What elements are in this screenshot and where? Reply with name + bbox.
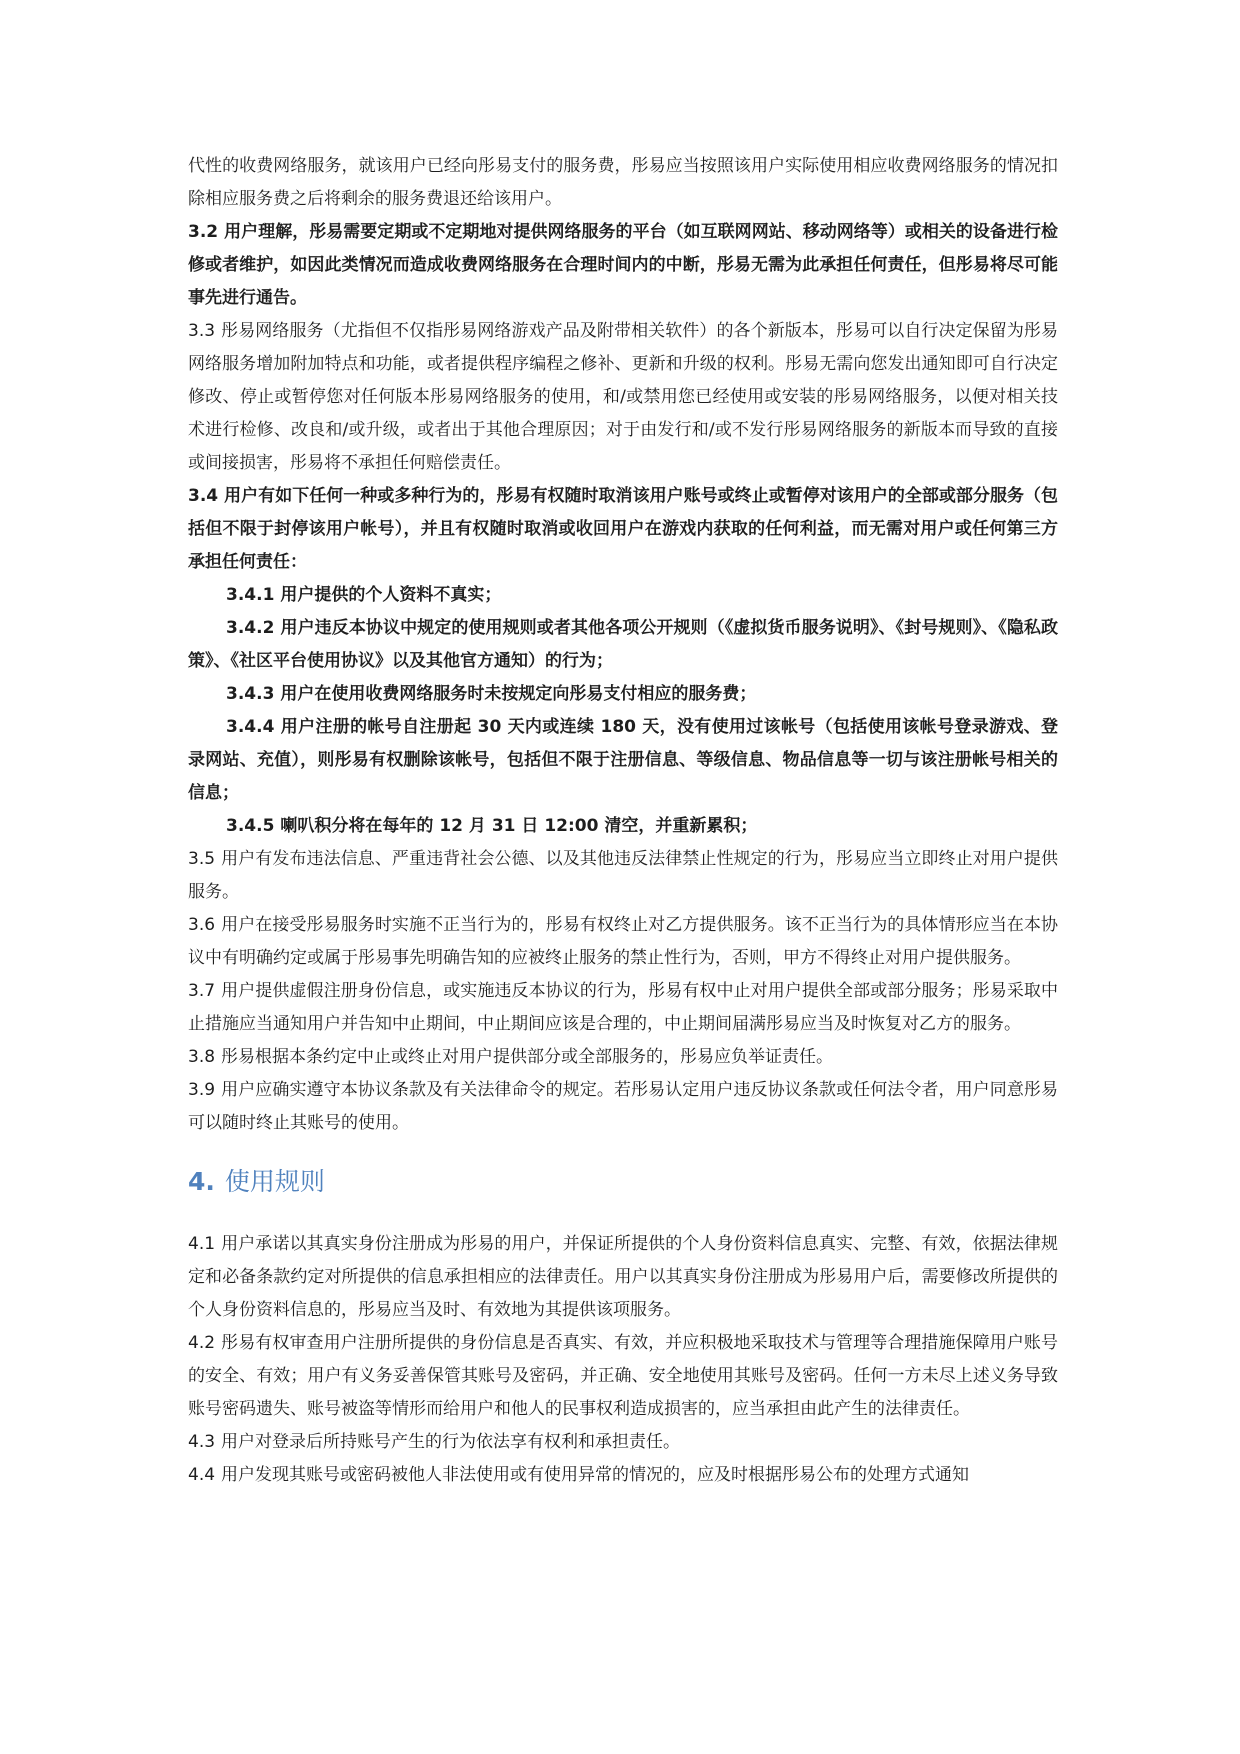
clause-text: 用户提供的个人资料不真实；	[280, 585, 502, 605]
clause-paragraph	[188, 150, 1058, 216]
clause-text: 用户理解，彤易需要定期或不定期地对提供网络服务的平台（如互联网网站、移动网络等）或相关的设备进行检修或者维护，如因此类情况而造成收费网络服务在合理时间内的中断，彤易无需为此承担任何责任，但彤易将尽可能事先进行通告。	[188, 222, 1058, 308]
clause-text: 彤易根据本条约定中止或终止对用户提供部分或全部服务的，彤易应负举证责任。	[221, 1047, 834, 1067]
clause-paragraph	[188, 975, 1058, 1041]
clause-number: 4.1	[188, 1234, 216, 1254]
clause-paragraph	[188, 579, 1058, 612]
clause-number: 3.4.3	[226, 684, 275, 704]
clause-paragraph	[188, 315, 1058, 480]
clause-paragraph	[188, 810, 1058, 843]
clause-paragraph	[188, 909, 1058, 975]
clause-text: 用户有发布违法信息、严重违背社会公德、以及其他违反法律禁止性规定的行为，彤易应当立即终止对用户提供服务。	[188, 849, 1058, 902]
clause-text: 代性的收费网络服务，就该用户已经向彤易支付的服务费，彤易应当按照该用户实际使用相应收费网络服务的情况扣除相应服务费之后将剩余的服务费退还给该用户。	[188, 156, 1058, 209]
clause-text: 用户在使用收费网络服务时未按规定向彤易支付相应的服务费；	[280, 684, 757, 704]
clause-paragraph	[188, 1426, 1058, 1459]
clause-number: 3.6	[188, 915, 216, 935]
clause-number: 3.3	[188, 321, 216, 341]
clause-text: 用户承诺以其真实身份注册成为彤易的用户，并保证所提供的个人身份资料信息真实、完整、有效，依据法律规定和必备条款约定对所提供的信息承担相应的法律责任。用户以其真实身份注册成为彤易用户后，需要修改所提供的个人身份资料信息的，彤易应当及时、有效地为其提供该项服务。	[188, 1234, 1058, 1320]
clause-paragraph	[188, 1459, 1058, 1492]
clause-text: 用户提供虚假注册身份信息，或实施违反本协议的行为，彤易有权中止对用户提供全部或部分服务；彤易采取中止措施应当通知用户并告知中止期间，中止期间应该是合理的，中止期间届满彤易应当及时恢复对乙方的服务。	[188, 981, 1058, 1034]
section-4-heading	[188, 1160, 1058, 1204]
clause-number: 4.2	[188, 1333, 216, 1353]
clause-paragraph	[188, 216, 1058, 315]
clause-paragraph	[188, 711, 1058, 810]
clause-text: 彤易有权审查用户注册所提供的身份信息是否真实、有效，并应积极地采取技术与管理等合理措施保障用户账号的安全、有效；用户有义务妥善保管其账号及密码，并正确、安全地使用其账号及密码。任何一方未尽上述义务导致账号密码遗失、账号被盗等情形而给用户和他人的民事权利造成损害的，应当承担由此产生的法律责任。	[188, 1333, 1058, 1419]
clause-paragraph	[188, 1041, 1058, 1074]
clause-number: 3.4.5	[226, 816, 275, 836]
document-page	[188, 150, 1058, 1492]
clause-number: 4.4	[188, 1465, 216, 1485]
clause-text: 用户对登录后所持账号产生的行为依法享有权利和承担责任。	[221, 1432, 681, 1452]
clause-text: 用户注册的帐号自注册起 30 天内或连续 180 天，没有使用过该帐号（包括使用该帐号登录游戏、登录网站、充值），则彤易有权删除该帐号，包括但不限于注册信息、等级信息、物品信息等一切与该注册帐号相关的信息；	[188, 717, 1058, 803]
clause-paragraph	[188, 1228, 1058, 1327]
clause-text: 用户应确实遵守本协议条款及有关法律命令的规定。若彤易认定用户违反协议条款或任何法令者，用户同意彤易可以随时终止其账号的使用。	[188, 1080, 1058, 1133]
clause-paragraph	[188, 678, 1058, 711]
clause-text: 喇叭积分将在每年的 12 月 31 日 12:00 清空，并重新累积；	[280, 816, 758, 836]
section-4-number: 4.	[188, 1167, 215, 1196]
section-3-body	[188, 150, 1058, 1140]
clause-number: 3.5	[188, 849, 216, 869]
clause-number: 4.3	[188, 1432, 216, 1452]
clause-number: 3.4	[188, 486, 219, 506]
clause-paragraph	[188, 480, 1058, 579]
clause-number: 3.4.2	[226, 618, 275, 638]
clause-number: 3.8	[188, 1047, 216, 1067]
clause-text: 用户违反本协议中规定的使用规则或者其他各项公开规则（《虚拟货币服务说明》、《封号规则》、《隐私政策》、《社区平台使用协议》以及其他官方通知）的行为；	[188, 618, 1058, 671]
section-4-title: 使用规则	[224, 1167, 325, 1196]
clause-number: 3.4.4	[226, 717, 275, 737]
clause-number: 3.4.1	[226, 585, 275, 605]
clause-text: 用户发现其账号或密码被他人非法使用或有使用异常的情况的，应及时根据彤易公布的处理方式通知	[221, 1465, 970, 1485]
clause-text: 彤易网络服务（尤指但不仅指彤易网络游戏产品及附带相关软件）的各个新版本，彤易可以自行决定保留为彤易网络服务增加附加特点和功能，或者提供程序编程之修补、更新和升级的权利。彤易无需向您发出通知即可自行决定修改、停止或暂停您对任何版本彤易网络服务的使用，和/或禁用您已经使用或安装的彤易网络服务，以便对相关技术进行检修、改良和/或升级，或者出于其他合理原因；对于由发行和/或不发行彤易网络服务的新版本而导致的直接或间接损害，彤易将不承担任何赔偿责任。	[188, 321, 1058, 473]
section-4-body	[188, 1228, 1058, 1492]
clause-paragraph	[188, 612, 1058, 678]
clause-number: 3.9	[188, 1080, 216, 1100]
clause-number: 3.7	[188, 981, 216, 1001]
clause-number: 3.2	[188, 222, 219, 242]
clause-text: 用户在接受彤易服务时实施不正当行为的，彤易有权终止对乙方提供服务。该不正当行为的具体情形应当在本协议中有明确约定或属于彤易事先明确告知的应被终止服务的禁止性行为，否则，甲方不得终止对用户提供服务。	[188, 915, 1058, 968]
clause-paragraph	[188, 843, 1058, 909]
clause-paragraph	[188, 1327, 1058, 1426]
clause-paragraph	[188, 1074, 1058, 1140]
clause-text: 用户有如下任何一种或多种行为的，彤易有权随时取消该用户账号或终止或暂停对该用户的全部或部分服务（包括但不限于封停该用户帐号），并且有权随时取消或收回用户在游戏内获取的任何利益，而无需对用户或任何第三方承担任何责任：	[188, 486, 1058, 572]
